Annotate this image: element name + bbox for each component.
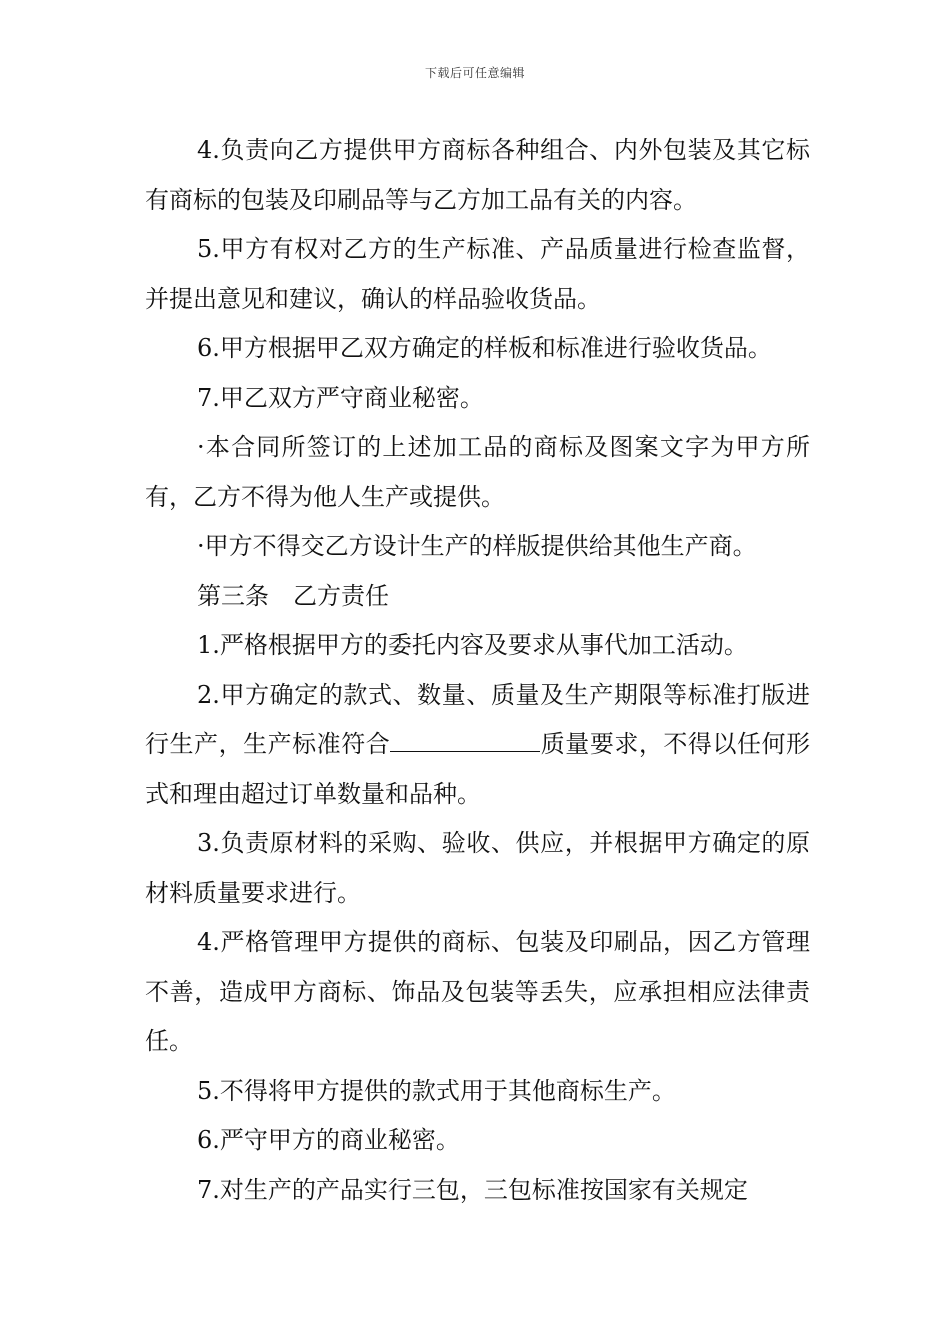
paragraph-party-a-4: 4.负责向乙方提供甲方商标各种组合、内外包装及其它标有商标的包装及印刷品等与乙方加工品有关的内容。 [145,136,810,214]
document-body [145,126,810,1215]
fill-in-blank [390,721,540,752]
paragraph-party-b-7: 7.对生产的产品实行三包，三包标准按国家有关规定 [197,1175,748,1204]
paragraph-trademark-ownership: ·本合同所签订的上述加工品的商标及图案文字为甲方所有，乙方不得为他人生产或提供。 [145,433,810,511]
paragraph-sample-confidentiality: ·甲方不得交乙方设计生产的样版提供给其他生产商。 [197,532,757,560]
paragraph-party-a-7: 7.甲乙双方严守商业秘密。 [197,383,484,412]
paragraph-party-a-6: 6.甲方根据甲乙双方确定的样板和标准进行验收货品。 [197,334,772,362]
page-header: 下载后可任意编辑 [424,66,525,80]
paragraph-party-b-2-after: 质量要求，不得以任何形式和理由超过订单数量和品种。 [145,730,811,808]
paragraph-party-b-5: 5.不得将甲方提供的款式用于其他商标生产。 [197,1076,676,1105]
paragraph-party-b-4: 4.严格管理甲方提供的商标、包装及印刷品，因乙方管理不善，造成甲方商标、饰品及包装等丢失，应承担相应法律责任。 [145,928,810,1055]
paragraph-party-a-5: 5.甲方有权对乙方的生产标准、产品质量进行检查监督，并提出意见和建议，确认的样品验收货品。 [145,235,810,313]
paragraph-party-b-2-before: 2.甲方确定的款式、数量、质量及生产期限等标准打版进行生产，生产标准符合 [145,680,810,758]
paragraph-party-b-6: 6.严守甲方的商业秘密。 [197,1126,460,1154]
paragraph-party-b-1: 1.严格根据甲方的委托内容及要求从事代加工活动。 [197,631,748,659]
section-heading-article-3: 第三条 乙方责任 [197,581,389,610]
paragraph-party-b-2 [145,671,810,820]
paragraph-party-b-3: 3.负责原材料的采购、验收、供应，并根据甲方确定的原材料质量要求进行。 [145,829,810,907]
